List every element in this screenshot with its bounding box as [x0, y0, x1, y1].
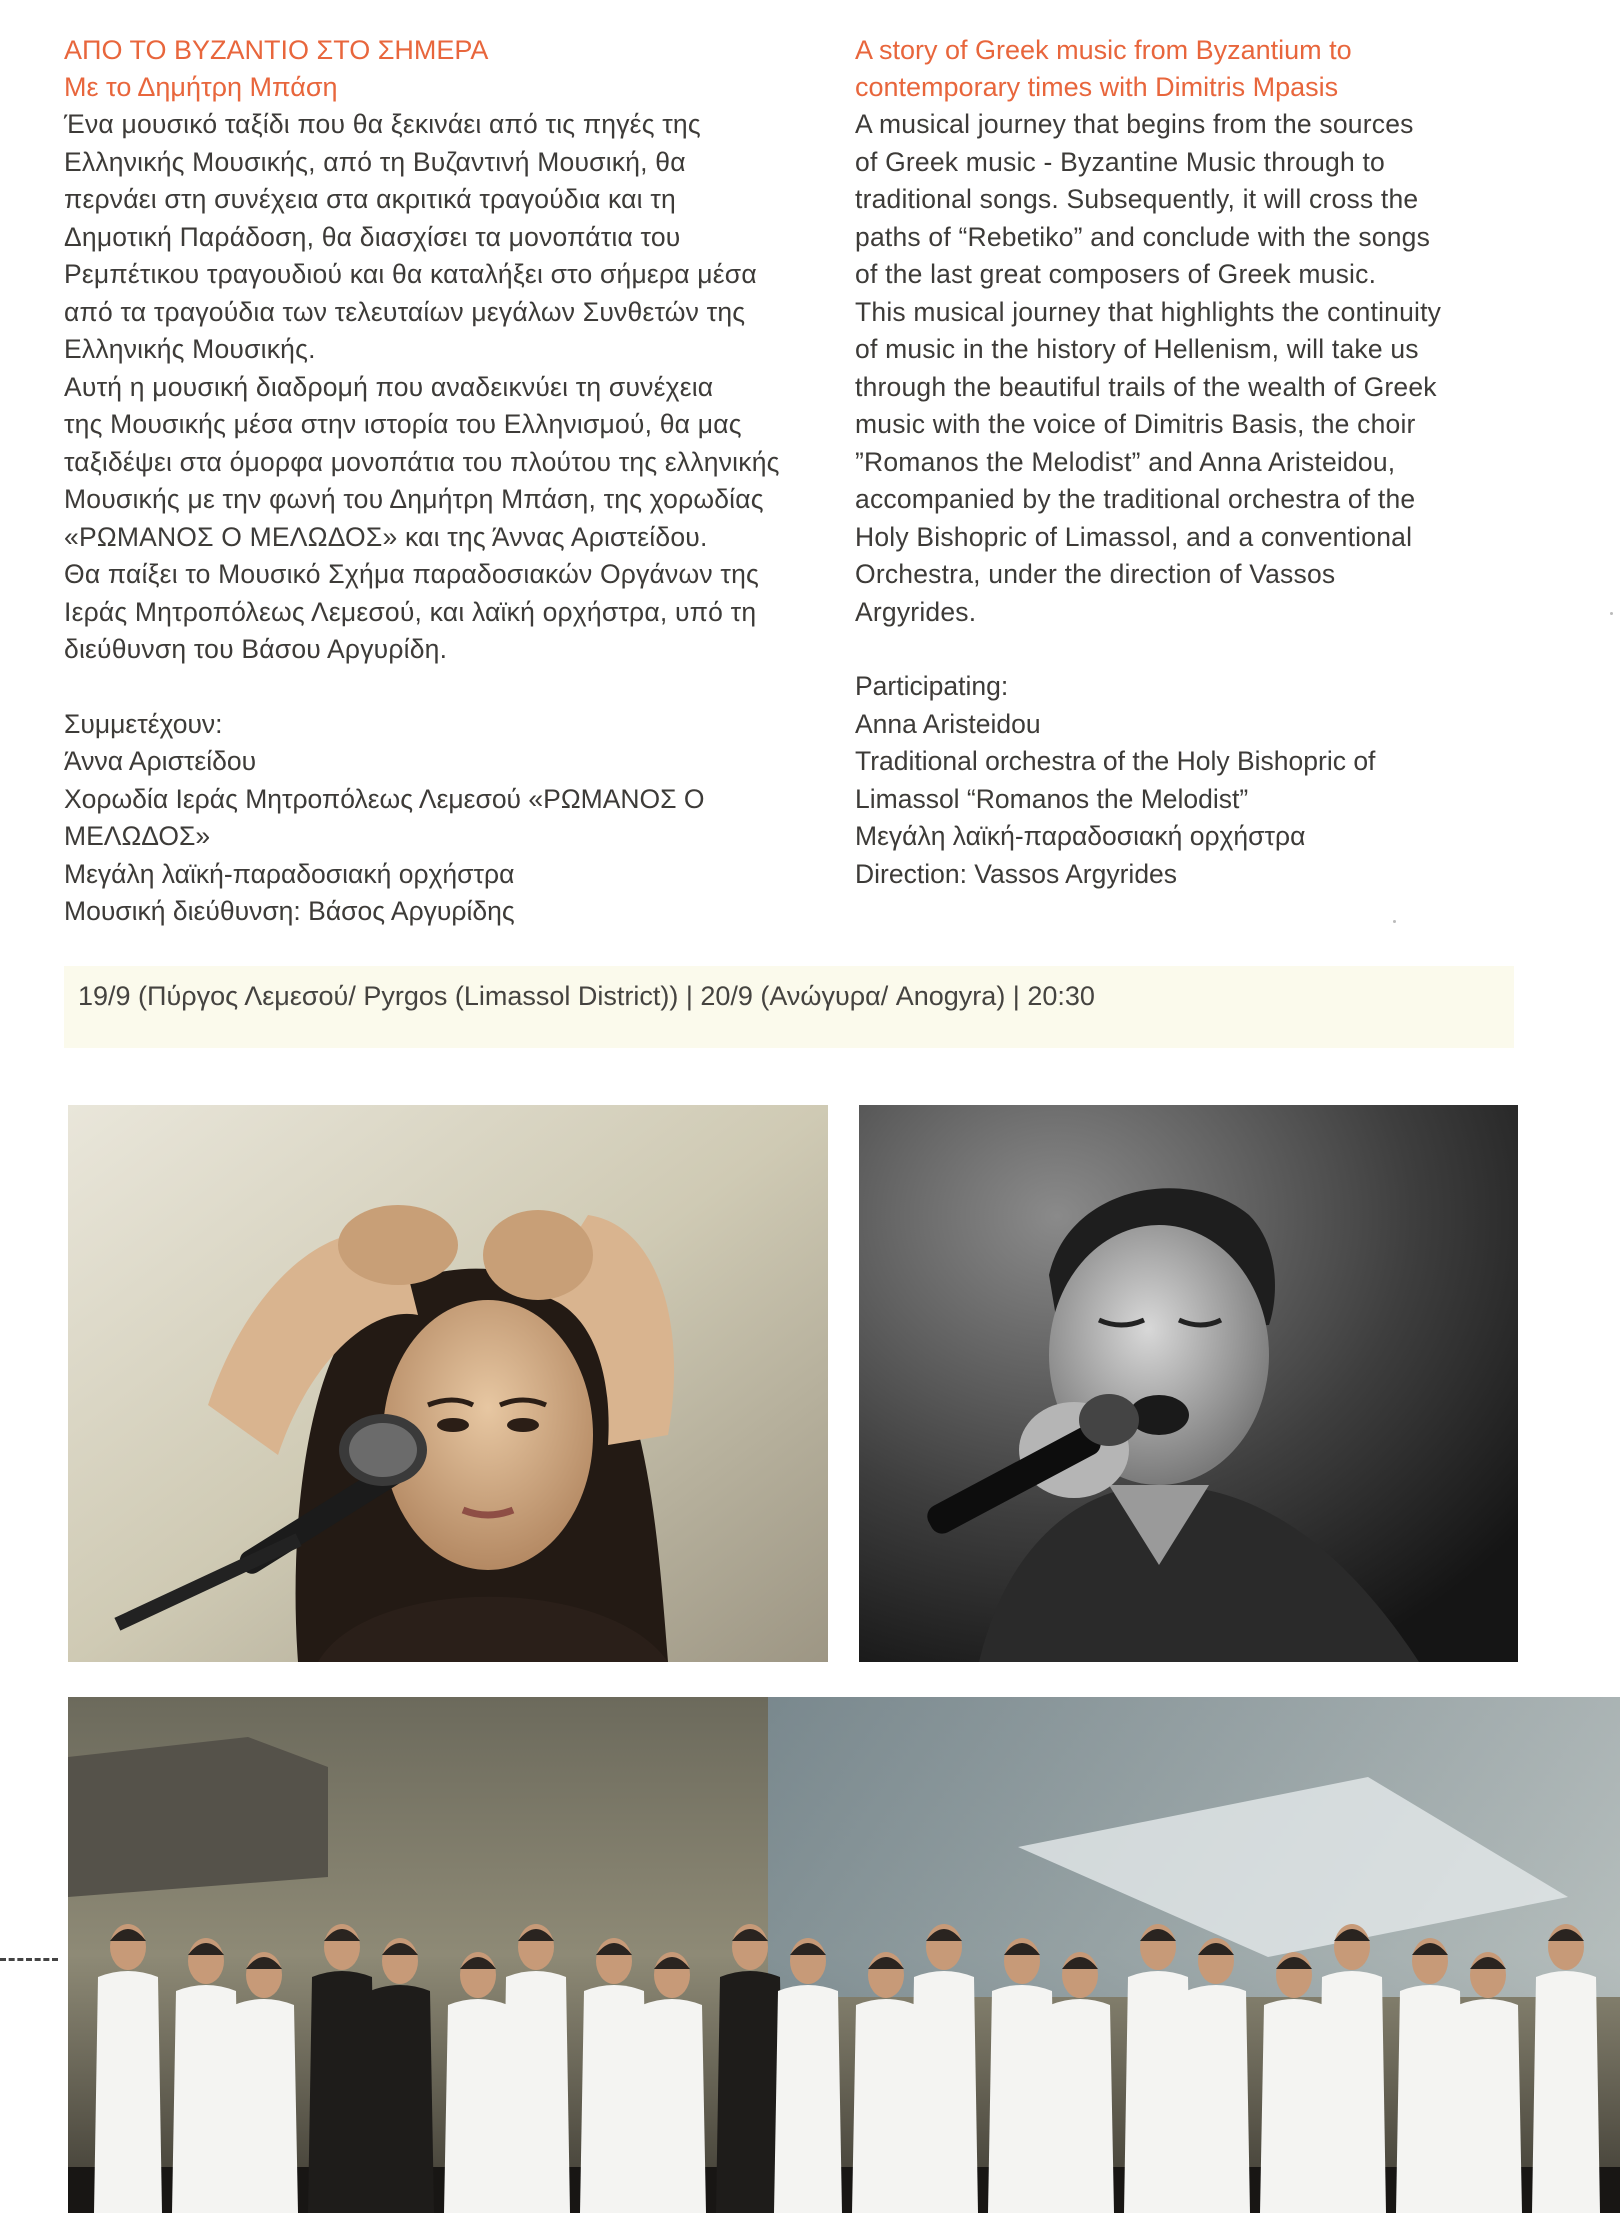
- greek-line: Δημοτική Παράδοση, θα διασχίσει τα μονοπάτια του: [64, 221, 681, 252]
- choir-member-body: [852, 1999, 920, 2213]
- english-line: Orchestra, under the direction of Vassos: [855, 559, 1336, 589]
- greek-column: [64, 32, 794, 931]
- greek-line: της Μουσικής μέσα στην ιστορία του Ελληνισμού, θα μας: [64, 409, 742, 439]
- greek-line: διεύθυνση του Βάσου Αργυρίδη.: [64, 634, 448, 664]
- scan-speck: [1610, 612, 1613, 615]
- english-line: of the last great composers of Greek music.: [855, 259, 1377, 289]
- english-participant: Direction: Vassos Argyrides: [855, 858, 1178, 889]
- english-participant: Μεγάλη λαϊκή-παραδοσιακή ορχήστρα: [855, 821, 1306, 851]
- greek-participant: Άννα Αριστείδου: [64, 746, 257, 776]
- greek-body: [64, 106, 794, 669]
- english-body: [855, 106, 1555, 631]
- scan-speck: [1393, 920, 1396, 923]
- choir-member-body: [444, 1999, 512, 2213]
- cut-line-mark: [0, 1958, 58, 1961]
- event-dates-bar: 19/9 (Πύργος Λεμεσού/ Pyrgos (Limassol District)) | 20/9 (Ανώγυρα/ Anogyra) | 20:30: [64, 966, 1514, 1048]
- choir-member-body: [910, 1971, 978, 2213]
- choir-member-body: [1454, 1999, 1522, 2213]
- english-column: [855, 32, 1555, 893]
- english-line: through the beautiful trails of the wealth of Greek: [855, 371, 1437, 402]
- greek-line: περνάει στη συνέχεια στα ακριτικά τραγούδια και τη: [64, 184, 676, 214]
- choir-member-body: [308, 1971, 376, 2213]
- greek-line: Ιεράς Μητροπόλεως Λεμεσού, και λαϊκή ορχήστρα, υπό τη: [64, 596, 757, 627]
- choir-member-body: [638, 1999, 706, 2213]
- greek-line: Θα παίξει το Μουσικό Σχήμα παραδοσιακών Οργάνων της: [64, 559, 759, 589]
- greek-participant: Μουσική διεύθυνση: Βάσος Αργυρίδης: [64, 896, 515, 926]
- choir-member-body: [716, 1971, 784, 2213]
- english-participant: Traditional orchestra of the Holy Bishopric of: [855, 746, 1376, 776]
- photo-male-singer: [859, 1105, 1518, 1662]
- choir-member-body: [1124, 1971, 1192, 2213]
- greek-participant: Μεγάλη λαϊκή-παραδοσιακή ορχήστρα: [64, 858, 515, 889]
- english-title: A story of Greek music from Byzantium to: [855, 35, 1352, 65]
- english-line: ”Romanos the Melodist” and Anna Aristeidou,: [855, 446, 1396, 477]
- choir-member-body: [94, 1971, 162, 2213]
- english-participants: [855, 668, 1555, 893]
- greek-line: Αυτή η μουσική διαδρομή που αναδεικνύει τη συνέχεια: [64, 371, 714, 402]
- english-line: Argyrides.: [855, 596, 977, 627]
- english-line: of music in the history of Hellenism, will take us: [855, 334, 1419, 364]
- greek-line: ταξιδέψει στα όμορφα μονοπάτια του πλούτου της ελληνικής: [64, 446, 780, 477]
- greek-participant: Χορωδία Ιεράς Μητροπόλεως Λεμεσού «ΡΩΜΑΝΟΣ Ο: [64, 783, 705, 814]
- greek-title: ΑΠΟ ΤΟ ΒΥΖΑΝΤΙΟ ΣΤΟ ΣΗΜΕΡΑ: [64, 35, 489, 65]
- choir-member-body: [1532, 1971, 1600, 2213]
- choir-member-body: [1260, 1999, 1328, 2213]
- english-line: This musical journey that highlights the continuity: [855, 296, 1442, 327]
- english-participant: Anna Aristeidou: [855, 708, 1041, 739]
- greek-participants-heading: Συμμετέχουν:: [64, 708, 223, 739]
- english-line: accompanied by the traditional orchestra of the: [855, 484, 1416, 514]
- greek-participants: [64, 706, 794, 931]
- choir-member-body: [172, 1985, 240, 2213]
- english-line: paths of “Rebetiko” and conclude with the songs: [855, 221, 1431, 252]
- photo-choir: [68, 1697, 1620, 2213]
- greek-line: Ρεμπέτικου τραγουδιού και θα καταλήξει στο σήμερα μέσα: [64, 259, 757, 289]
- choir-member-body: [230, 1999, 298, 2213]
- english-participant: Limassol “Romanos the Melodist”: [855, 783, 1249, 814]
- greek-subtitle: Με το Δημήτρη Μπάση: [64, 72, 338, 102]
- choir-member-body: [988, 1985, 1056, 2213]
- english-participants-heading: Participating:: [855, 671, 1009, 701]
- greek-line: Ελληνικής Μουσικής.: [64, 334, 316, 364]
- choir-member-body: [1318, 1971, 1386, 2213]
- greek-line: Ένα μουσικό ταξίδι που θα ξεκινάει από τις πηγές της: [64, 109, 701, 139]
- choir-member-body: [1396, 1985, 1464, 2213]
- choir-member-body: [1182, 1985, 1250, 2213]
- english-subtitle: contemporary times with Dimitris Mpasis: [855, 72, 1339, 102]
- choir-member-body: [774, 1985, 842, 2213]
- choir-member-body: [1046, 1999, 1114, 2213]
- choir-member-body: [366, 1985, 434, 2213]
- choir-member-body: [502, 1971, 570, 2213]
- greek-participant: ΜΕΛΩΔΟΣ»: [64, 821, 211, 851]
- greek-line: Ελληνικής Μουσικής, από τη Βυζαντινή Μουσική, θα: [64, 146, 686, 177]
- greek-line: Μουσικής με την φωνή του Δημήτρη Μπάση, της χορωδίας: [64, 484, 764, 514]
- english-line: Holy Bishopric of Limassol, and a conventional: [855, 521, 1413, 552]
- english-line: A musical journey that begins from the sources: [855, 109, 1414, 139]
- english-line: music with the voice of Dimitris Basis, the choir: [855, 409, 1416, 439]
- choir-member-body: [580, 1985, 648, 2213]
- greek-line: «ΡΩΜΑΝΟΣ Ο ΜΕΛΩΔΟΣ» και της Άννας Αριστείδου.: [64, 521, 708, 552]
- english-line: traditional songs. Subsequently, it will cross the: [855, 184, 1419, 214]
- photo-female-singer: [68, 1105, 828, 1662]
- english-line: of Greek music - Byzantine Music through to: [855, 146, 1385, 177]
- greek-line: από τα τραγούδια των τελευταίων μεγάλων Συνθετών της: [64, 296, 746, 327]
